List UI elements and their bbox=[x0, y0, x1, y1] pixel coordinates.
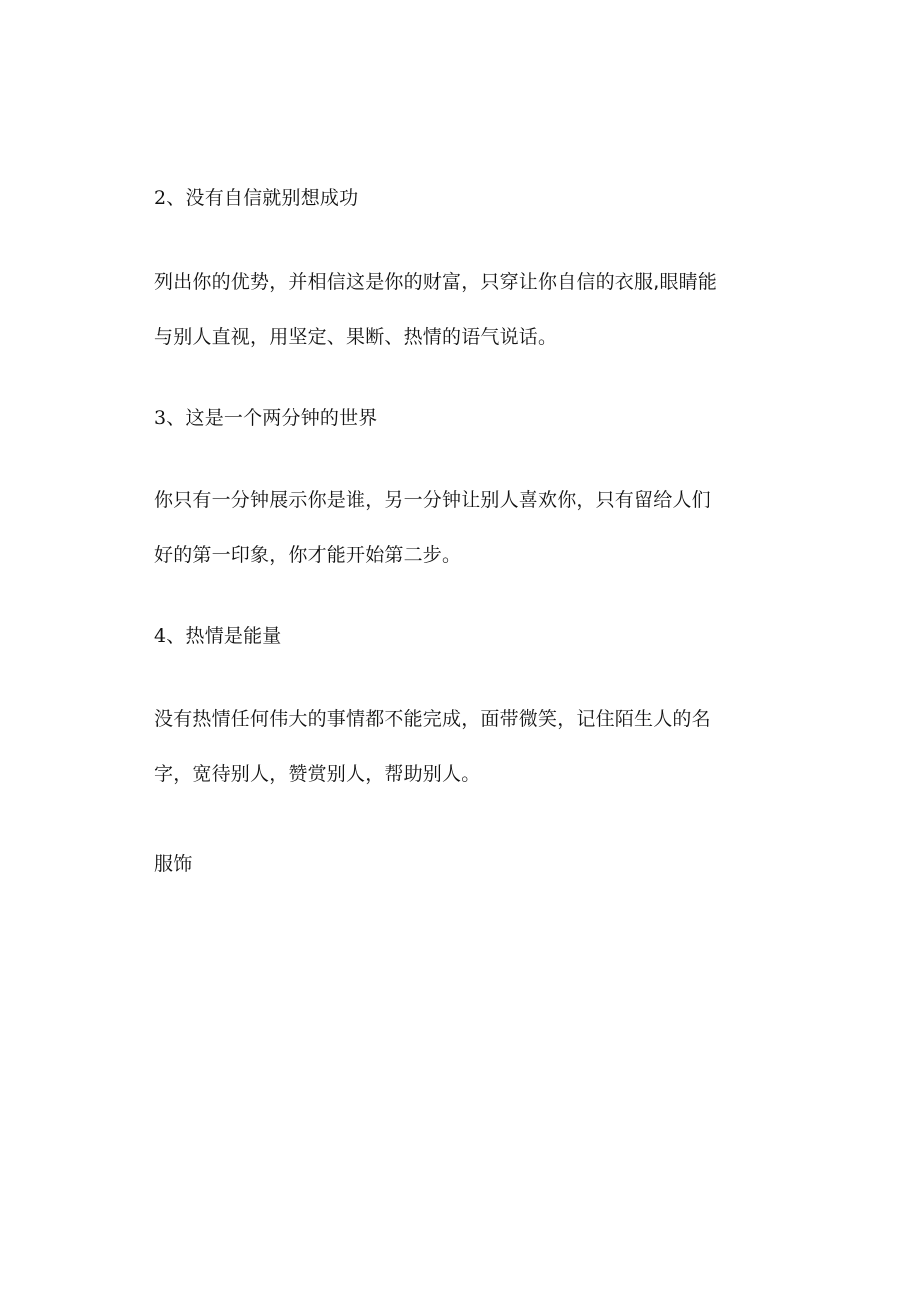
paragraph-line: 字，宽待别人，赞赏别人，帮助别人。 bbox=[154, 763, 481, 785]
paragraph-line: 好的第一印象，你才能开始第二步。 bbox=[154, 544, 462, 566]
heading-text: 、热情是能量 bbox=[166, 625, 282, 647]
paragraph-line: 列出你的优势，并相信这是你的财富，只穿让你自信的衣服,眼睛能 bbox=[154, 271, 718, 293]
section-heading-2 bbox=[154, 186, 754, 210]
heading-number: 4 bbox=[154, 625, 167, 647]
section-heading-clothing: 服饰 bbox=[154, 853, 193, 875]
heading-text: 、没有自信就别想成功 bbox=[166, 187, 359, 209]
section-heading-3 bbox=[154, 406, 754, 430]
paragraph-line: 你只有一分钟展示你是谁，另一分钟让别人喜欢你，只有留给人们 bbox=[154, 489, 711, 511]
heading-number: 2 bbox=[154, 187, 167, 209]
section-heading-4 bbox=[154, 624, 754, 648]
paragraph-line: 与别人直视，用坚定、果断、热情的语气说话。 bbox=[154, 326, 558, 348]
paragraph-line: 没有热情任何伟大的事情都不能完成，面带微笑，记住陌生人的名 bbox=[154, 708, 711, 730]
heading-text: 、这是一个两分钟的世界 bbox=[166, 407, 378, 429]
heading-number: 3 bbox=[154, 407, 167, 429]
